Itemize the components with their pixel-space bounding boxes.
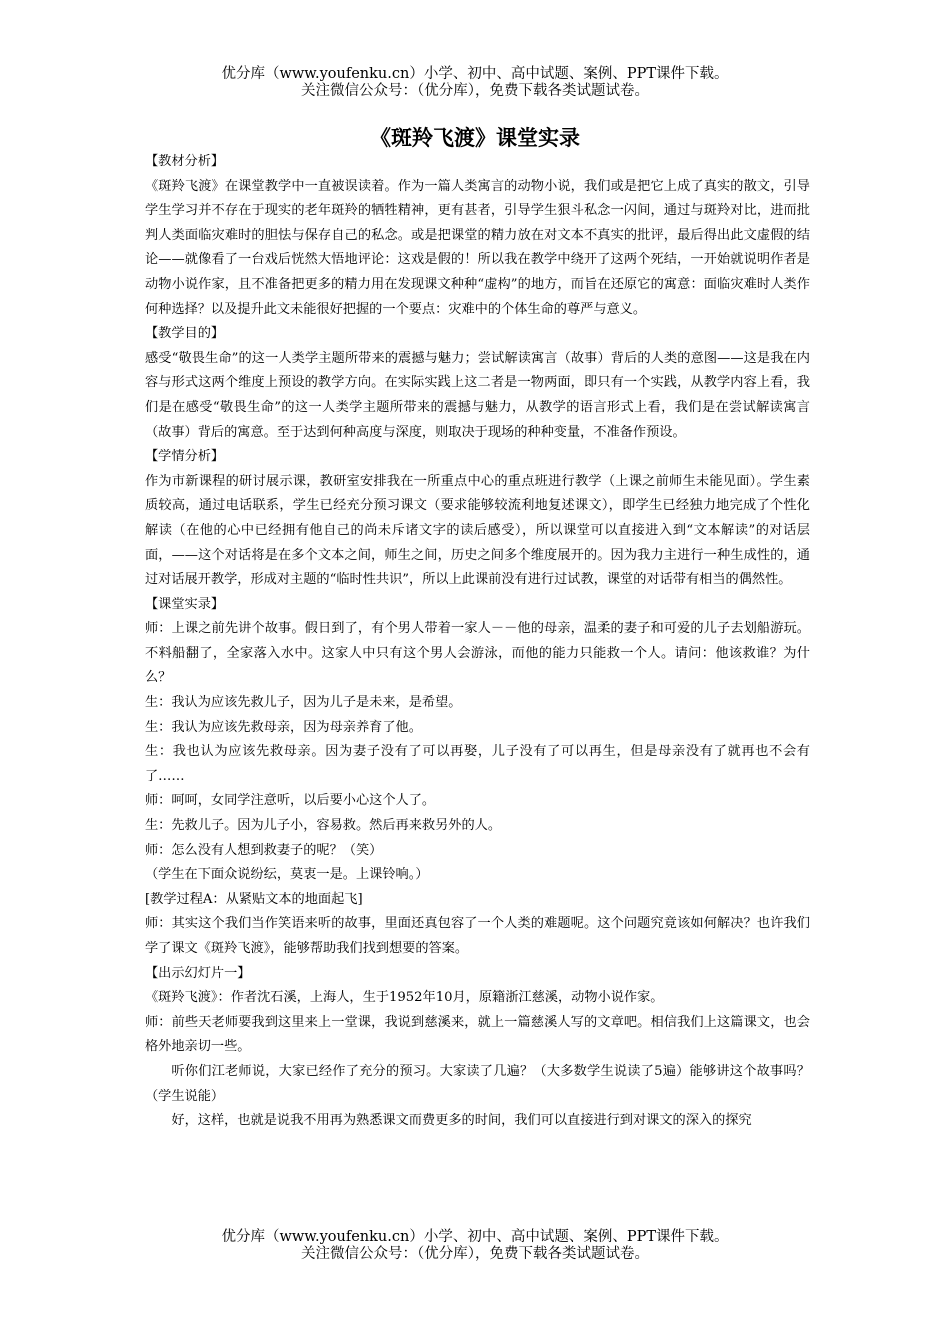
dialogue-line: 师：呵呵，女同学注意听，以后要小心这个人了。 [145,793,436,809]
paragraph: 《斑羚飞渡》在课堂教学中一直被误读着。作为一篇人类寓言的动物小说，我们或是把它上成了真实的散文，引导学生学习并不存在于现实的老年斑羚的牺牲精神，更有甚者，引导学生狠斗私念一闪间，通过与斑羚对比，进而批判人类面临灾难时的胆怯与保存自己的私念。或是把课堂的精力放在对文本不真实的批评，最后得出此文虚假的结论——就像看了一台戏后恍然大悟地评论：这戏是假的！所以我在教学中绕开了这两个死结，一开始就说明作者是动物小说作家，且不准备把更多的精力用在发现课文种种“虚构”的地方，而旨在还原它的寓意：面临灾难时人类作何种选择？以及提升此文未能很好把握的一个要点：灾难中的个体生命的尊严与意义。 [145,178,810,317]
teaching-process-heading: [教学过程A：从紧贴文本的地面起飞] [145,891,363,907]
dialogue-line: 生：我认为应该先救儿子，因为儿子是未来，是希望。 [145,695,462,711]
dialogue-line: 师：怎么没有人想到救妻子的呢？（笑） [145,842,383,858]
dialogue-line: 师：上课之前先讲个故事。假日到了，有个男人带着一家人－－他的母亲，温柔的妻子和可爱的儿子去划船游玩。不料船翻了，全家落入水中。这家人中只有这个男人会游泳，而他的能力只能救一个人。请问：他该救谁？为什么？ [145,621,810,686]
paragraph: 听你们江老师说，大家已经作了充分的预习。大家读了几遍？（大多数学生说读了5遍）能够讲这个故事吗？（学生说能） [145,1063,810,1104]
document-body [145,150,810,1134]
paragraph: 感受“敬畏生命”的这一人类学主题所带来的震撼与魅力；尝试解读寓言（故事）背后的人类的意图——这是我在内容与形式这两个维度上预设的教学方向。在实际实践上这二者是一物两面，即只有一个实践，从教学内容上看，我们是在感受“敬畏生命”的这一人类学主题所带来的震撼与魅力，从教学的语言形式上看，我们是在尝试解读寓言（故事）背后的寓意。至于达到何种高度与深度，则取决于现场的种种变量，不准备作预设。 [145,350,810,440]
dialogue-line: 师：其实这个我们当作笑语来听的故事，里面还真包容了一个人类的难题呢。这个问题究竟该如何解决？也许我们学了课文《斑羚飞渡》，能够帮助我们找到想要的答案。 [145,916,810,956]
dialogue-line: 师：前些天老师要我到这里来上一堂课，我说到慈溪来，就上一篇慈溪人写的文章吧。相信我们上这篇课文，也会格外地亲切一些。 [145,1014,810,1055]
dialogue-line: 生：先救儿子。因为儿子小，容易救。然后再来救另外的人。 [145,818,502,834]
section-heading-classroom-record: 【课堂实录】 [145,596,225,612]
page-footer-watermark [0,1229,950,1263]
footer-line-1: 优分库（www.youfenku.cn）小学、初中、高中试题、案例、PPT课件下载。 [221,1229,729,1245]
stage-note: （学生在下面众说纷纭，莫衷一是。上课铃响。） [145,867,429,883]
section-heading-textbook-analysis: 【教材分析】 [145,154,225,169]
section-heading-student-analysis: 【学情分析】 [145,449,225,465]
slide-content: 《斑羚飞渡》：作者沈石溪，上海人，生于1952年10月，原籍浙江慈溪，动物小说作家。 [145,990,664,1006]
paragraph: 好，这样，也就是说我不用再为熟悉课文而费更多的时间，我们可以直接进行到对课文的深入的探究 [171,1113,752,1129]
header-line-2: 关注微信公众号：（优分库），免费下载各类试题试卷。 [301,83,649,99]
footer-line-2: 关注微信公众号：（优分库），免费下载各类试题试卷。 [301,1246,649,1262]
page-header-watermark [0,66,950,100]
header-line-1: 优分库（www.youfenku.cn）小学、初中、高中试题、案例、PPT课件下载。 [221,66,729,82]
dialogue-line: 生：我也认为应该先救母亲。因为妻子没有了可以再娶，儿子没有了可以再生，但是母亲没有了就再也不会有了…… [145,744,810,784]
document-title: 《斑羚飞渡》课堂实录 [370,125,580,150]
slide-heading: 【出示幻灯片一】 [145,965,251,981]
section-heading-teaching-objectives: 【教学目的】 [145,326,225,342]
paragraph: 作为市新课程的研讨展示课，教研室安排我在一所重点中心的重点班进行教学（上课之前师生未能见面）。学生素质较高，通过电话联系，学生已经充分预习课文（要求能够较流利地复述课文），即学生已经独力地完成了个性化解读（在他的心中已经拥有他自己的尚未斥诸文字的读后感受），所以课堂可以直接进入到“文本解读”的对话层面，——这个对话将是在多个文本之间，师生之间，历史之间多个维度展开的。因为我力主进行一种生成性的，通过对话展开教学，形成对主题的“临时性共识”，所以上此课前没有进行过试教，课堂的对话带有相当的偶然性。 [145,473,810,588]
dialogue-line: 生：我认为应该先救母亲，因为母亲养育了他。 [145,719,422,735]
